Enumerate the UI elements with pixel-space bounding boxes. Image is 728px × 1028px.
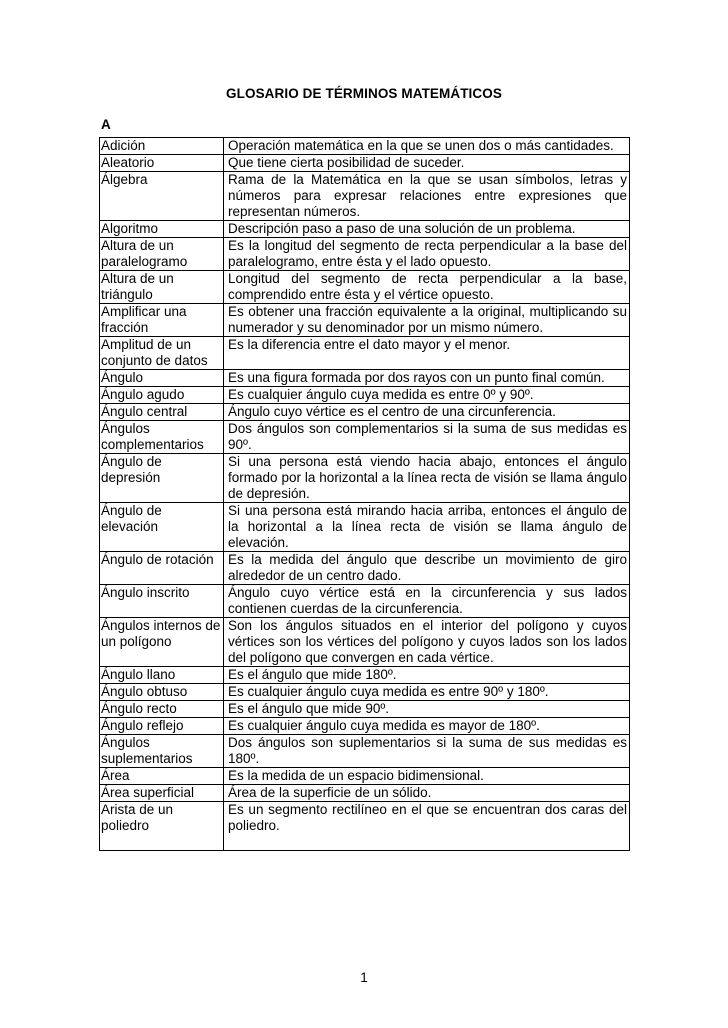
glossary-row xyxy=(100,701,630,718)
glossary-term: Aleatorio xyxy=(100,155,224,172)
glossary-definition: Ángulo cuyo vértice está en la circunferencia y sus lados contienen cuerdas de la circunferencia. xyxy=(224,585,630,618)
glossary-row xyxy=(100,667,630,684)
glossary-row xyxy=(100,454,630,503)
glossary-term: Área xyxy=(100,768,224,785)
glossary-row xyxy=(100,785,630,802)
glossary-term: Adición xyxy=(100,138,224,155)
glossary-definition: Es cualquier ángulo cuya medida es mayor de 180º. xyxy=(224,718,630,735)
glossary-row xyxy=(100,404,630,421)
glossary-term: Ángulo inscrito xyxy=(100,585,224,618)
glossary-term: Ángulo de elevación xyxy=(100,503,224,552)
glossary-row xyxy=(100,271,630,304)
glossary-row xyxy=(100,138,630,155)
glossary-definition: Es obtener una fracción equivalente a la original, multiplicando su numerador y su denominador por un mismo número. xyxy=(224,304,630,337)
glossary-term: Ángulo agudo xyxy=(100,387,224,404)
glossary-definition: Longitud del segmento de recta perpendicular a la base, comprendido entre ésta y el vértice opuesto. xyxy=(224,271,630,304)
glossary-row xyxy=(100,718,630,735)
glossary-definition: Dos ángulos son complementarios si la suma de sus medidas es 90º. xyxy=(224,421,630,454)
glossary-definition: Es la medida del ángulo que describe un movimiento de giro alrededor de un centro dado. xyxy=(224,552,630,585)
glossary-row xyxy=(100,618,630,667)
glossary-term: Amplitud de un conjunto de datos xyxy=(100,337,224,370)
glossary-row xyxy=(100,552,630,585)
glossary-definition: Dos ángulos son suplementarios si la suma de sus medidas es 180º. xyxy=(224,735,630,768)
glossary-definition: Si una persona está mirando hacia arriba, entonces el ángulo de la horizontal a la línea recta de visión se llama ángulo de elevación. xyxy=(224,503,630,552)
glossary-definition: Ángulo cuyo vértice es el centro de una circunferencia. xyxy=(224,404,630,421)
glossary-definition: Descripción paso a paso de una solución de un problema. xyxy=(224,221,630,238)
glossary-definition: Que tiene cierta posibilidad de suceder. xyxy=(224,155,630,172)
glossary-row xyxy=(100,238,630,271)
glossary-definition: Es la diferencia entre el dato mayor y el menor. xyxy=(224,337,630,370)
glossary-definition: Área de la superficie de un sólido. xyxy=(224,785,630,802)
glossary-term: Ángulo obtuso xyxy=(100,684,224,701)
glossary-row xyxy=(100,370,630,387)
glossary-row xyxy=(100,684,630,701)
glossary-row xyxy=(100,387,630,404)
glossary-term: Ángulo de rotación xyxy=(100,552,224,585)
glossary-row xyxy=(100,155,630,172)
glossary-definition: Es la medida de un espacio bidimensional. xyxy=(224,768,630,785)
glossary-row xyxy=(100,421,630,454)
glossary-term: Ángulos suplementarios xyxy=(100,735,224,768)
glossary-row xyxy=(100,221,630,238)
glossary-term: Álgebra xyxy=(100,172,224,221)
page-title: GLOSARIO DE TÉRMINOS MATEMÁTICOS xyxy=(226,86,502,101)
page-number: 1 xyxy=(360,970,368,985)
glossary-row xyxy=(100,304,630,337)
glossary-term: Ángulo xyxy=(100,370,224,387)
glossary-definition: Es cualquier ángulo cuya medida es entre 90º y 180º. xyxy=(224,684,630,701)
glossary-definition: Es un segmento rectilíneo en el que se encuentran dos caras del poliedro. xyxy=(224,802,630,851)
glossary-body xyxy=(100,138,630,851)
glossary-term: Ángulos internos de un polígono xyxy=(100,618,224,667)
glossary-term: Ángulo recto xyxy=(100,701,224,718)
glossary-term: Área superficial xyxy=(100,785,224,802)
glossary-term: Ángulo de depresión xyxy=(100,454,224,503)
glossary-table xyxy=(99,137,630,851)
glossary-term: Algoritmo xyxy=(100,221,224,238)
section-letter: A xyxy=(101,117,111,132)
glossary-row xyxy=(100,337,630,370)
glossary-term: Altura de un triángulo xyxy=(100,271,224,304)
glossary-term: Ángulo central xyxy=(100,404,224,421)
glossary-term: Altura de un paralelogramo xyxy=(100,238,224,271)
glossary-term: Arista de un poliedro xyxy=(100,802,224,851)
glossary-row xyxy=(100,172,630,221)
glossary-row xyxy=(100,735,630,768)
glossary-term: Amplificar una fracción xyxy=(100,304,224,337)
glossary-definition: Es la longitud del segmento de recta perpendicular a la base del paralelogramo, entre ésta y el lado opuesto. xyxy=(224,238,630,271)
glossary-definition: Operación matemática en la que se unen dos o más cantidades. xyxy=(224,138,630,155)
glossary-definition: Rama de la Matemática en la que se usan símbolos, letras y números para expresar relaciones entre expresiones que representan números. xyxy=(224,172,630,221)
glossary-definition: Es una figura formada por dos rayos con un punto final común. xyxy=(224,370,630,387)
glossary-row xyxy=(100,503,630,552)
glossary-term: Ángulo llano xyxy=(100,667,224,684)
glossary-term: Ángulo reflejo xyxy=(100,718,224,735)
glossary-definition: Son los ángulos situados en el interior del polígono y cuyos vértices son los vértices del polígono y cuyos lados son los lados del polígono que convergen en cada vértice. xyxy=(224,618,630,667)
glossary-definition: Es el ángulo que mide 180º. xyxy=(224,667,630,684)
glossary-definition: Es cualquier ángulo cuya medida es entre 0º y 90º. xyxy=(224,387,630,404)
glossary-row xyxy=(100,768,630,785)
glossary-row xyxy=(100,585,630,618)
glossary-definition: Es el ángulo que mide 90º. xyxy=(224,701,630,718)
glossary-definition: Si una persona está viendo hacia abajo, entonces el ángulo formado por la horizontal a la línea recta de visión se llama ángulo de depresión. xyxy=(224,454,630,503)
glossary-term: Ángulos complementarios xyxy=(100,421,224,454)
glossary-row xyxy=(100,802,630,851)
